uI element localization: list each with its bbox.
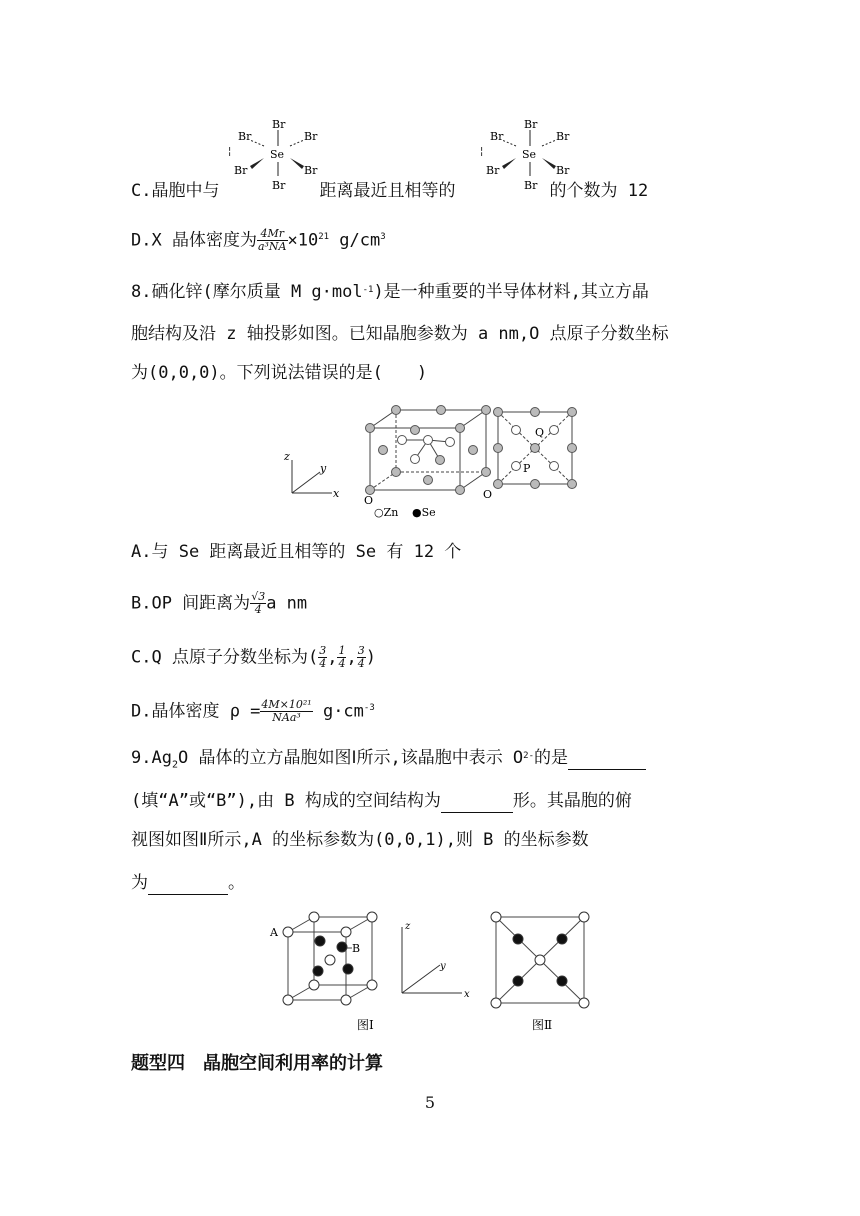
svg-text:Br: Br — [272, 118, 286, 131]
q8-option-a: A.与 Se 距离最近且相等的 Se 有 12 个 — [131, 542, 462, 562]
svg-text:○Zn: ○Zn — [374, 506, 399, 519]
svg-text:A: A — [270, 926, 278, 939]
ag2o-figure — [262, 905, 607, 1035]
svg-text:Br: Br — [524, 118, 538, 131]
svg-text:图Ⅰ: 图Ⅰ — [357, 1018, 374, 1032]
svg-text:x: x — [333, 487, 340, 500]
svg-text:Br: Br — [234, 164, 248, 177]
q8-option-c: C.Q 点原子分数坐标为( $\frac{3}{4}$ , $\frac{1}{4}$ , $\frac{3}{4}$ ) — [131, 644, 376, 670]
svg-text:Br: Br — [556, 164, 570, 177]
svg-text:Br: Br — [524, 179, 538, 192]
svg-text:¦: ¦ — [228, 146, 232, 157]
q9-stem-line1: $9.Ag_2O$ 晶体的立方晶胞如图Ⅰ所示,该晶胞中表示 $O^{2-}$的是 — [131, 747, 646, 776]
znse-unit-cell-figure — [280, 400, 590, 520]
svg-text:Br: Br — [272, 179, 286, 192]
fraction: $\frac{4Mr}{\text{a³NA}}$ — [257, 227, 287, 253]
svg-text:Q: Q — [535, 426, 545, 439]
svg-text:图Ⅱ: 图Ⅱ — [532, 1018, 553, 1032]
answer-blank-1[interactable] — [568, 747, 646, 770]
q9-stem-line3: 视图如图Ⅱ所示,A 的坐标参数为(0,0,1),则 B 的坐标参数 — [131, 830, 589, 850]
svg-text:●Se: ●Se — [412, 506, 436, 519]
svg-text:y: y — [320, 462, 327, 475]
answer-blank-3[interactable] — [148, 872, 228, 895]
svg-text:x: x — [464, 989, 470, 1000]
svg-text:Br: Br — [238, 130, 252, 143]
svg-text:¦: ¦ — [480, 146, 484, 157]
svg-text:Br: Br — [490, 130, 504, 143]
q9-stem-line4: 为 。 — [131, 873, 245, 893]
svg-text:z: z — [284, 450, 290, 463]
svg-text:y: y — [440, 961, 446, 972]
svg-text:Br: Br — [486, 164, 500, 177]
q8-stem-line3: 为(0,0,0)。下列说法错误的是( ) — [131, 363, 428, 383]
svg-text:Se: Se — [270, 148, 285, 161]
svg-text:Se: Se — [522, 148, 537, 161]
svg-text:Br: Br — [304, 130, 318, 143]
svg-text:Br: Br — [304, 164, 318, 177]
q7-option-d: D.X 晶体密度为 $\frac{4Mr}{\text{a³NA}}$ $\times 10^{21}$ $g/cm^3$ — [131, 227, 386, 253]
q8-option-b: B.OP 间距离为 $\frac{√3}{4}$ a nm — [131, 590, 308, 616]
svg-text:P: P — [523, 462, 531, 475]
q9-stem-line2: (填“A”或“B”),由 B 构成的空间结构为 形。其晶胞的俯 — [131, 791, 632, 811]
svg-text:z: z — [405, 921, 411, 932]
page-number: 5 — [424, 1093, 436, 1112]
svg-text:B: B — [352, 942, 361, 955]
answer-blank-2[interactable] — [441, 790, 513, 813]
svg-text:O: O — [364, 494, 374, 507]
section-heading: 题型四 晶胞空间利用率的计算 — [131, 1053, 383, 1074]
q8-stem-line2: 胞结构及沿 z 轴投影如图。已知晶胞参数为 a nm,O 点原子分数坐标 — [131, 324, 669, 344]
q8-stem-line1: 8.硒化锌(摩尔质量 M g·mol$^{-1}$)是一种重要的半导体材料,其立方晶 — [131, 282, 649, 302]
svg-text:Br: Br — [556, 130, 570, 143]
q7-option-c: C.晶胞中与 距离最近且相等的 的个数为 12 — [131, 181, 649, 201]
q8-option-d: D.晶体密度 ρ = $\frac{\text{4M×10²¹}}{\text{NAa³}}$ $g\cdot cm^{-3}$ — [131, 698, 375, 724]
svg-text:O: O — [483, 488, 493, 501]
